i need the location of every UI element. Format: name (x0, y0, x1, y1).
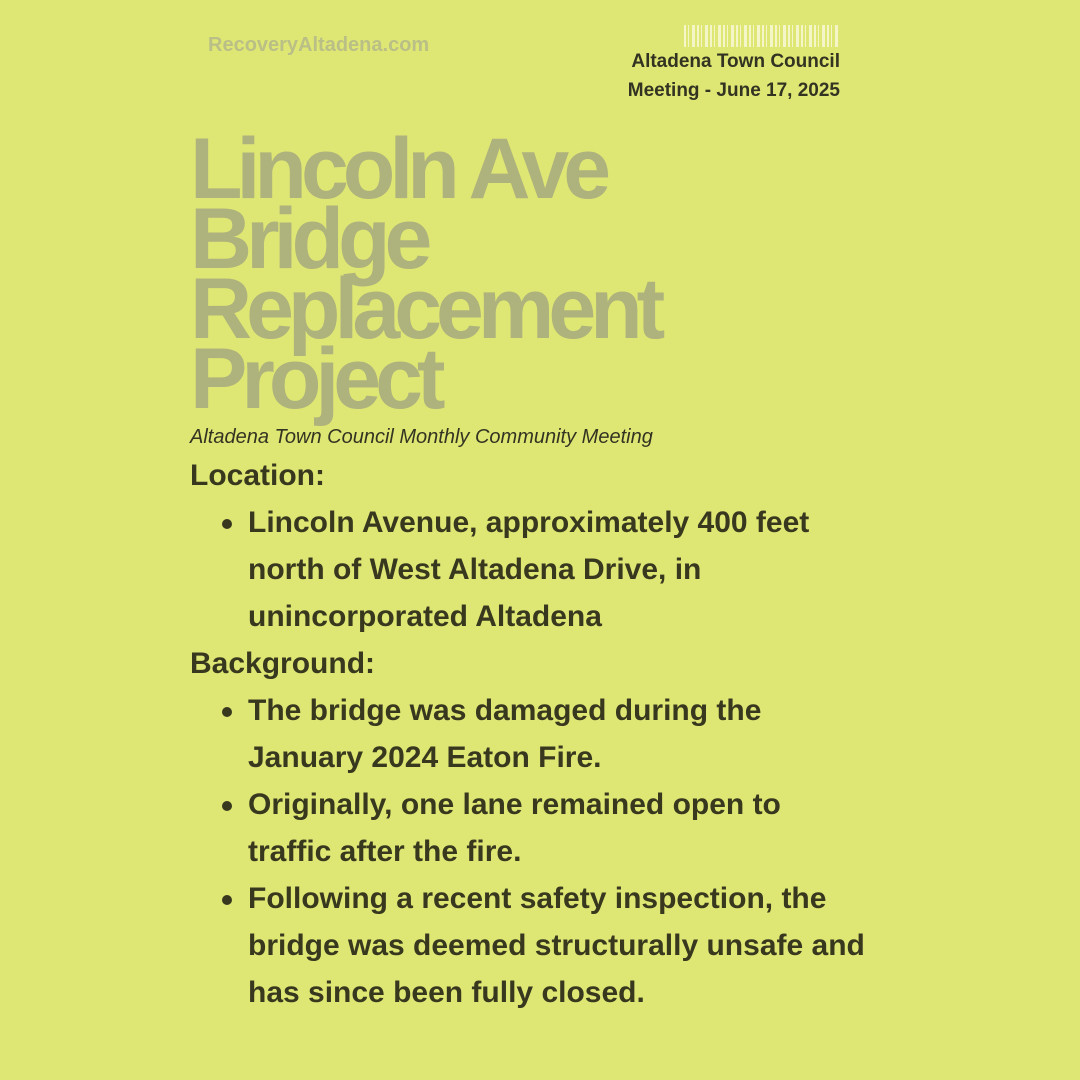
section-heading-location: Location: (190, 459, 325, 492)
title-line: Project (190, 331, 440, 427)
title-line: Replacement (190, 261, 660, 357)
barcode-graphic (684, 25, 840, 47)
content-body (190, 452, 870, 1016)
site-name: RecoveryAltadena.com (208, 34, 430, 56)
meeting-line-1: Altadena Town Council (631, 51, 840, 72)
section-heading-background: Background: (190, 647, 376, 680)
page-title (190, 121, 660, 427)
meeting-line-2: Meeting - June 17, 2025 (627, 80, 840, 101)
title-line: Bridge (190, 191, 427, 287)
title-line: Lincoln Ave (190, 121, 606, 217)
location-list (190, 499, 870, 640)
list-item: Following a recent safety inspection, the bridge was deemed structurally unsafe and has since been fully closed. (248, 875, 870, 1016)
meeting-info (628, 47, 840, 105)
background-list (190, 687, 870, 1016)
list-item: Originally, one lane remained open to traffic after the fire. (248, 781, 870, 875)
subtitle: Altadena Town Council Monthly Community Meeting (190, 426, 653, 448)
list-item: The bridge was damaged during the January 2024 Eaton Fire. (248, 687, 870, 781)
list-item: Lincoln Avenue, approximately 400 feet north of West Altadena Drive, in unincorporated Altadena (248, 499, 870, 640)
